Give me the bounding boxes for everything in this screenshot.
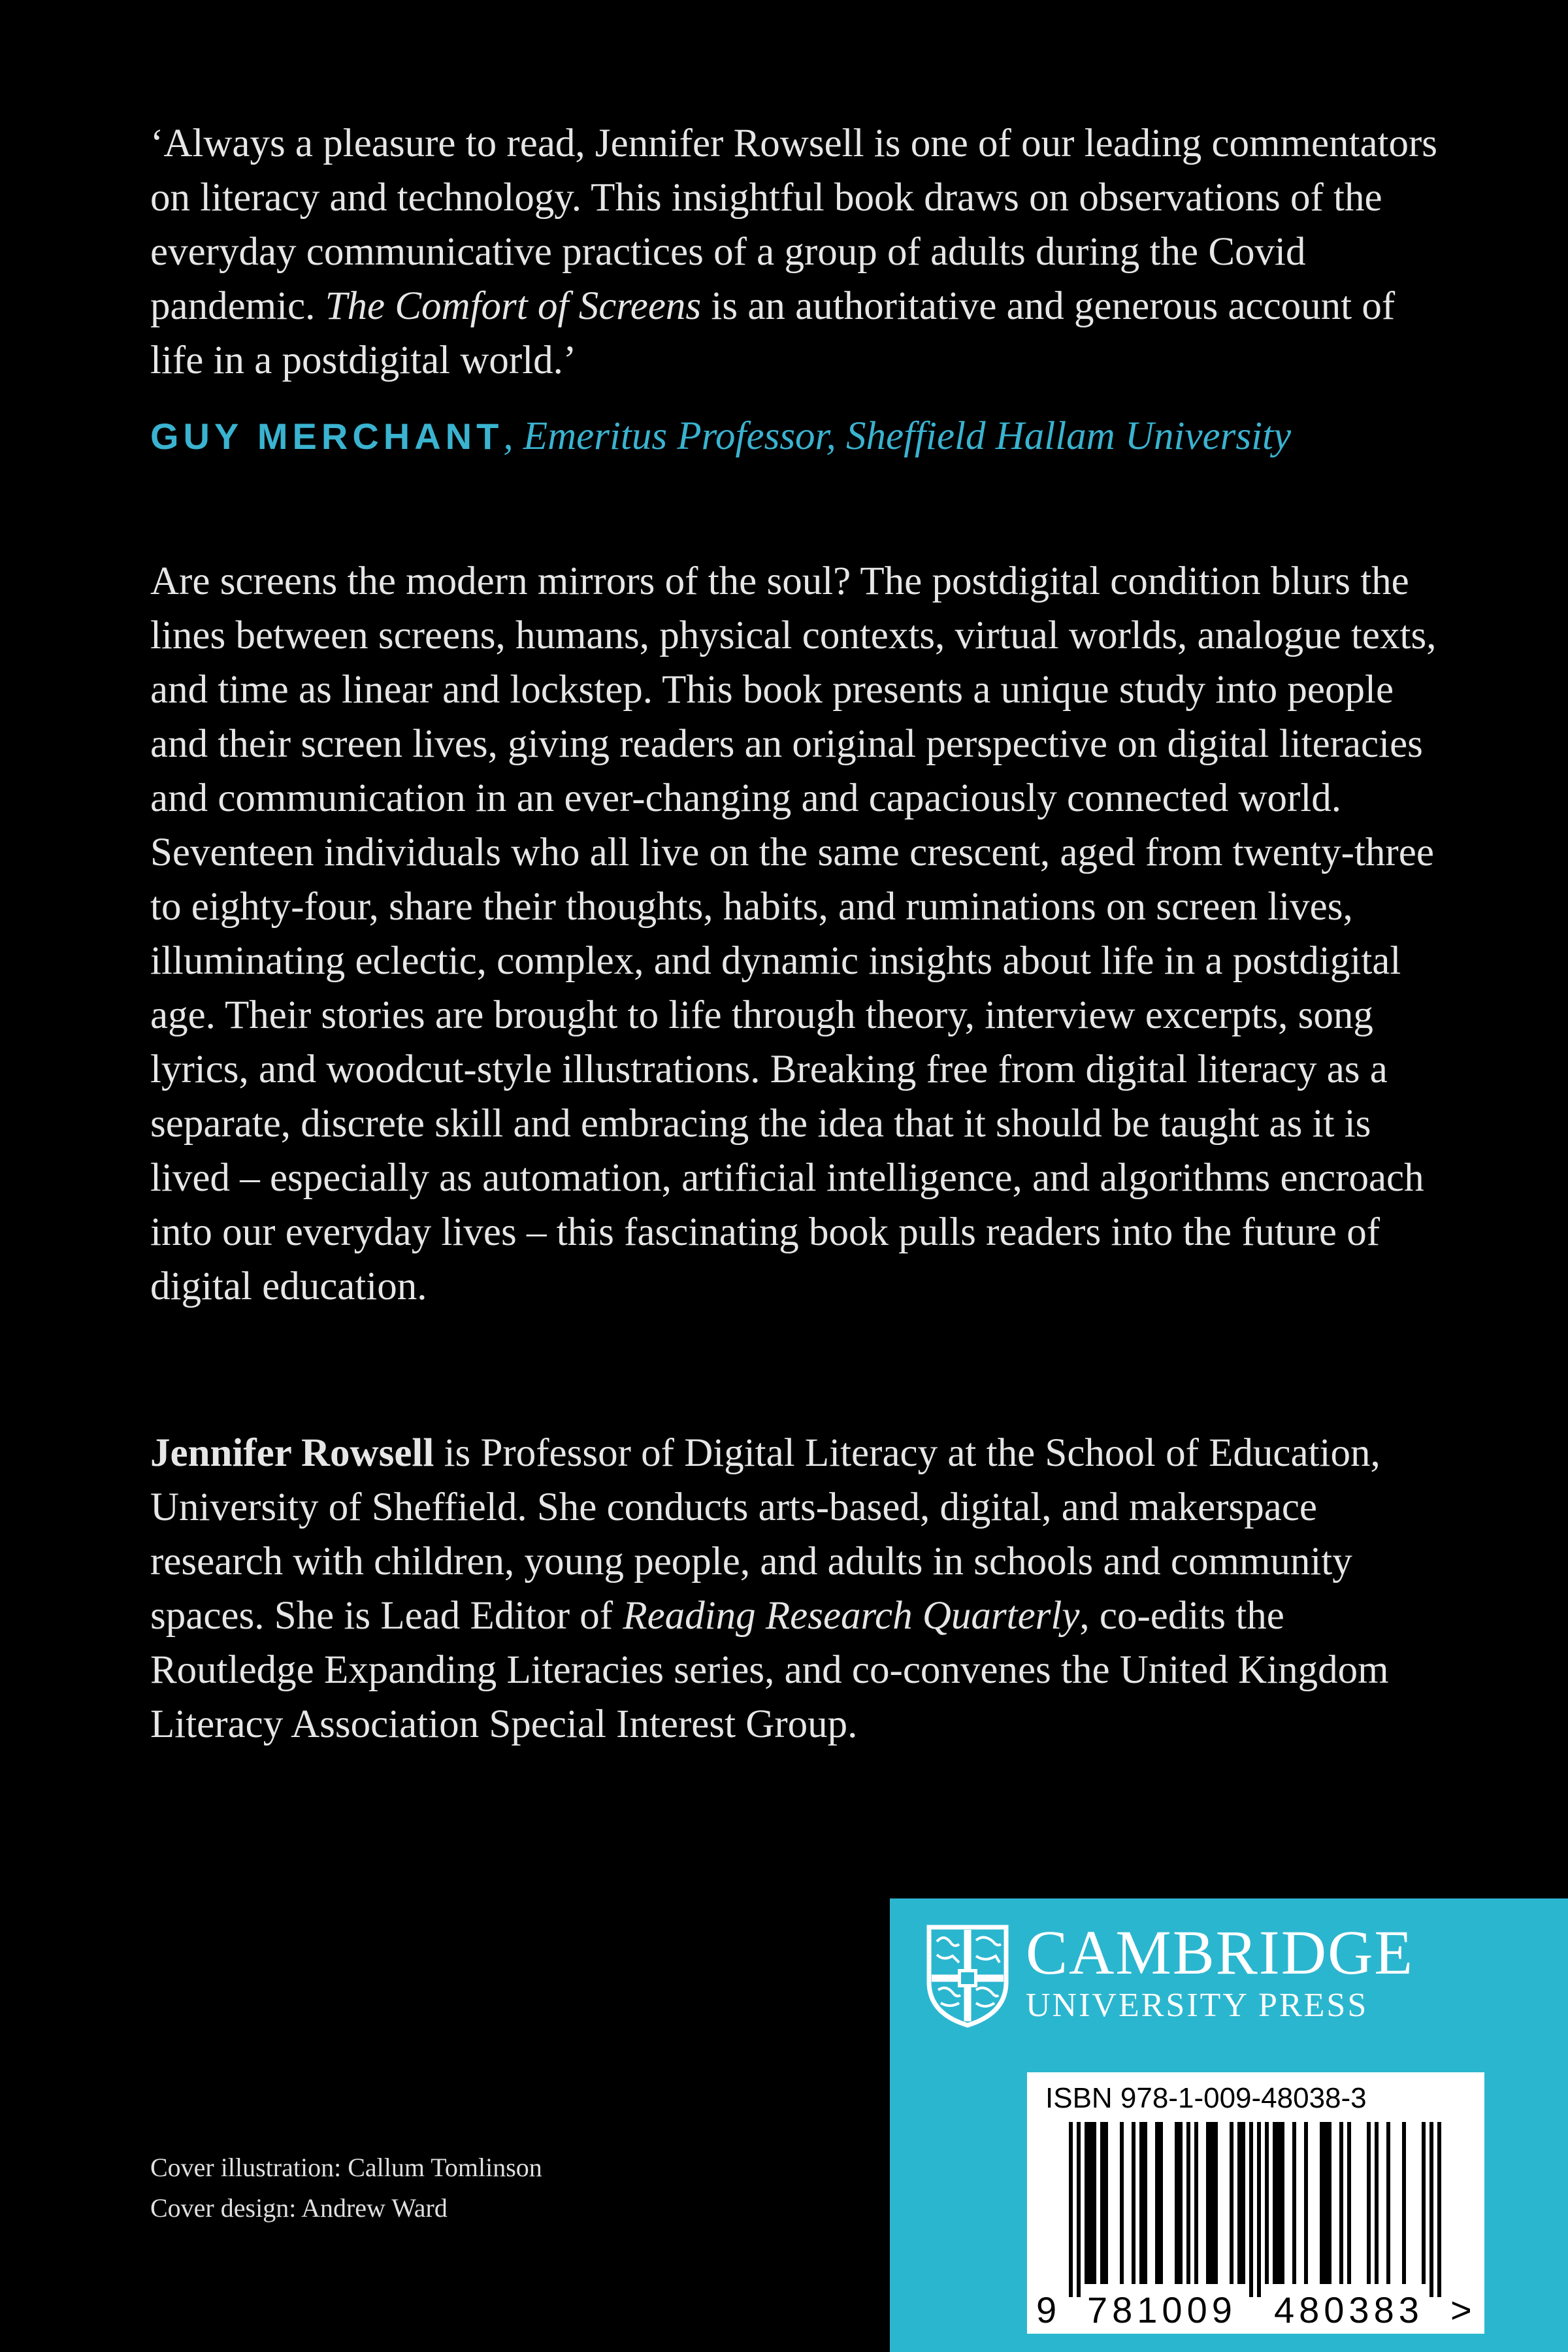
barcode-bar xyxy=(1077,2122,1081,2297)
barcode-lead-digit: 9 xyxy=(1036,2289,1057,2330)
attribution-name: GUY MERCHANT xyxy=(150,416,504,457)
barcode-bar xyxy=(1328,2122,1331,2284)
barcode-end-mark: > xyxy=(1450,2289,1472,2330)
barcode-bar xyxy=(1179,2122,1183,2284)
barcode-bar xyxy=(1277,2122,1281,2284)
barcode-bar xyxy=(1273,2122,1277,2284)
barcode-bar xyxy=(1159,2122,1163,2284)
publisher-name-line2: UNIVERSITY PRESS xyxy=(1026,1987,1369,2024)
barcode-bar xyxy=(1210,2122,1214,2284)
barcode-bar xyxy=(1104,2122,1108,2284)
barcode-bar xyxy=(1155,2122,1159,2284)
barcode-bar xyxy=(1304,2122,1308,2284)
attribution-role: , Emeritus Professor, Sheffield Hallam University xyxy=(503,414,1292,458)
endorsement-quote xyxy=(150,116,1441,388)
barcode-bar xyxy=(1429,2122,1433,2297)
description-paragraph: Are screens the modern mirrors of the soul? The postdigital condition blurs the lines between screens, humans, physical contexts, virtual worlds, analogue texts, and time as linear and lockstep. This book presents a unique study into people and their screen lives, giving readers an original perspective on digital literacies and communication in an ever-changing and capaciously connected world. Seventeen individuals who all live on the same crescent, aged from twenty-three to eighty-four, share their thoughts, habits, and ruminations on screen lives, illuminating eclectic, complex, and dynamic insights about life in a postdigital age. Their stories are brought to life through theory, interview excerpts, song lyrics, and woodcut-style illustrations. Breaking free from digital literacy as a separate, discrete skill and embracing the idea that it should be taught as it is lived – especially as automation, artificial intelligence, and algorithms encroach into our everyday lives – this fascinating book pulls readers into the future of digital education. xyxy=(150,559,1437,1308)
quote-paragraph xyxy=(150,116,1441,388)
barcode-bar xyxy=(1139,2122,1143,2284)
barcode-bar xyxy=(1088,2122,1092,2284)
barcode-bar xyxy=(1320,2122,1324,2284)
bio-author-name: Jennifer Rowsell xyxy=(150,1431,434,1475)
barcode-bar xyxy=(1375,2122,1379,2284)
barcode-box xyxy=(1027,2072,1484,2334)
quote-text-end: is an authoritative and generous account of life in a postdigital world.’ xyxy=(150,284,1396,382)
barcode-bar xyxy=(1100,2122,1104,2284)
barcode-bar xyxy=(1292,2122,1296,2284)
barcode-bar xyxy=(1120,2122,1124,2284)
author-bio xyxy=(150,1426,1441,1751)
publisher-name xyxy=(1026,1917,1548,2027)
isbn-label: ISBN 978-1-009-48038-3 xyxy=(1045,2082,1367,2114)
barcode-bar xyxy=(1257,2122,1261,2297)
bio-journal-title: Reading Research Quarterly xyxy=(623,1594,1080,1638)
barcode-bar xyxy=(1339,2122,1343,2284)
barcode-left-digits: 781009 xyxy=(1087,2289,1237,2330)
barcode-bar xyxy=(1186,2122,1190,2284)
barcode-bar xyxy=(1132,2122,1135,2284)
barcode-bar xyxy=(1386,2122,1390,2284)
barcode-icon xyxy=(1027,2122,1484,2298)
barcode-bar xyxy=(1402,2122,1406,2284)
barcode-bar xyxy=(1241,2122,1245,2284)
illustration-credit: Cover illustration: Callum Tomlinson xyxy=(150,2153,542,2182)
barcode-bar xyxy=(1230,2122,1233,2284)
publisher-name-line1: CAMBRIDGE xyxy=(1026,1917,1414,1987)
barcode-bar xyxy=(1422,2122,1426,2284)
barcode-bar xyxy=(1143,2122,1147,2284)
bio-text-end: , co-edits the Routledge Expanding Literacies series, and co-convenes the United Kingdom Literacy Association Special Interest Group. xyxy=(150,1594,1389,1746)
quote-book-title: The Comfort of Screens xyxy=(325,284,702,328)
quote-attribution xyxy=(150,410,1441,463)
bio-text: is Professor of Digital Literacy at the School of Education, University of Sheffield. She conducts arts-based, digital, and makerspace research with children, young people, and adults in schools and community spaces. She is Lead Editor of xyxy=(150,1431,1380,1638)
design-credit: Cover design: Andrew Ward xyxy=(150,2193,448,2223)
bio-paragraph xyxy=(150,1426,1441,1751)
barcode-bar xyxy=(1069,2122,1073,2297)
barcode-bar xyxy=(1281,2122,1284,2284)
barcode-bar xyxy=(1092,2122,1096,2284)
quote-text: ‘Always a pleasure to read, Jennifer Rowsell is one of our leading commentators on literacy and technology. This insightful book draws on observations of the everyday communicative practices of a group of adults during the Covid pandemic. xyxy=(150,122,1438,328)
barcode-bar xyxy=(1237,2122,1241,2284)
barcode-bar xyxy=(1175,2122,1179,2284)
barcode-bar xyxy=(1437,2122,1441,2297)
cambridge-crest-icon xyxy=(924,1922,1011,2029)
barcode-bar xyxy=(1085,2122,1088,2284)
barcode-bar xyxy=(1265,2122,1269,2284)
barcode-bar xyxy=(1194,2122,1198,2284)
barcode-bar xyxy=(1324,2122,1328,2284)
barcode-bar xyxy=(1347,2122,1351,2284)
cover-credits xyxy=(150,2147,542,2228)
barcode-bar xyxy=(1367,2122,1371,2284)
book-description xyxy=(150,554,1441,1314)
barcode-right-digits: 480383 xyxy=(1274,2289,1424,2330)
barcode-bar xyxy=(1214,2122,1218,2284)
publisher-panel xyxy=(890,1898,1568,2352)
barcode-bar xyxy=(1249,2122,1253,2297)
barcode-bar xyxy=(1206,2122,1210,2284)
